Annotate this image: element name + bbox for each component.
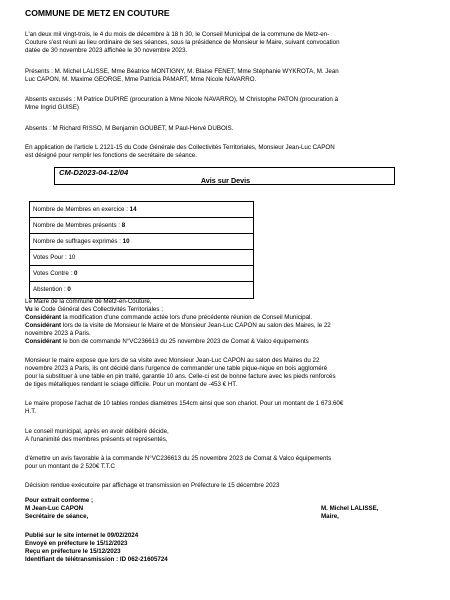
considering-line-2: Considérant lors de la visite de Monsieur le Maire et de Monsieur Jean-Luc CAPON au salon des Maires, le 22 xyxy=(25,322,331,329)
vote-cell xyxy=(30,234,254,250)
absents-line: Absents : M Richard RISSO, M Benjamin GOUBET, M Paul-Hervé DUBOIS. xyxy=(25,125,234,132)
table-row xyxy=(30,234,254,250)
mayor-line: Le Maire de la commune de Metz-en-Couture, xyxy=(25,298,152,305)
expose-line-4: de tiges métalliques rendant le sciage difficile. Pour un montant de -453 € HT. xyxy=(25,381,238,388)
vote-cell xyxy=(30,282,254,298)
table-row xyxy=(30,202,254,218)
vote-label: Votes Pour : xyxy=(33,253,69,261)
table-row xyxy=(30,282,254,298)
presents-line-2: Luc CAPON, M. Maxime GEORGE, Mme Patricia PAMART, Mme Nicole NAVARRO. xyxy=(25,76,257,83)
vote-cell xyxy=(30,218,254,234)
unanimity-line: A l'unanimité des membres présents et représentés, xyxy=(25,436,168,443)
table-row xyxy=(30,266,254,282)
deliberation-header-box xyxy=(54,167,395,185)
deliberation-subject: Avis sur Devis xyxy=(200,176,251,185)
mayor-role: Maire, xyxy=(321,513,339,520)
deliberation-reference: CM-D2023-04-12/04 xyxy=(59,168,129,177)
transmission-id-line: Identifiant de télétransmission : ID 062-21605724 xyxy=(25,556,168,563)
presents-line-1: Présents : M. Michel LALISSE, Mme Béatrice MONTIGNY, M. Blaise FENET, Mme Stéphanie WYKROTA, M. Jean xyxy=(25,68,339,75)
expose-line-2: novembre 2023 à Paris, ils ont décidé dans l'urgence de commander une table pique-nique en bois aggloméré xyxy=(25,365,328,372)
considering-line-2-cont: novembre 2023 à Paris. xyxy=(25,330,91,337)
extract-line: Pour extrait conforme ; xyxy=(25,497,94,504)
enforcement-line: Décision rendue exécutoire par affichage et transmission en Préfecture le 15 décembre 2023 xyxy=(25,482,280,489)
published-line: Publié sur le site internet le 09/02/2024 xyxy=(25,532,139,539)
table-row xyxy=(30,218,254,234)
vote-label: Votes Contre : xyxy=(33,269,74,277)
vote-label: Abstention : xyxy=(33,286,68,294)
expose-line-3: pour la substituer à une table en pin traité, garantie 10 ans. Celle-ci est de bonne facture avec les pieds renforcés xyxy=(25,373,336,380)
secretary-role: Secrétaire de séance, xyxy=(25,513,89,520)
page-title: COMMUNE DE METZ EN COUTURE xyxy=(25,8,170,18)
excused-line-2: Mme Ingrid GUISE) xyxy=(25,104,79,111)
secretary-line-2: est désigné pour remplir les fonctions de secrétaire de séance. xyxy=(25,152,197,159)
vote-cell xyxy=(30,266,254,282)
excused-line-1: Absents excusés : M Patrice DUPIRE (procuration à Mme Nicole NAVARRO), M Christophe PATON (procuration à xyxy=(25,96,339,103)
vote-value: 0 xyxy=(67,286,71,294)
mayor-name: M. Michel LALISSE, xyxy=(321,505,379,512)
intro-line-3: datée de 30 novembre 2023 affichée le 30 novembre 2023. xyxy=(25,47,188,54)
secretary-line-1: En application de l'article L 2121-15 du Code Générale des Collectivités Territoriales, Monsieur Jean-Luc CAPON xyxy=(25,144,335,151)
secretary-name: M Jean-Luc CAPON xyxy=(25,505,84,512)
order-line-1: Le maire propose l'achat de 10 tables rondes diamètres 154cm ainsi que son chariot. Pour un montant de 1 673.60€ xyxy=(25,400,344,407)
votes-table xyxy=(29,201,254,299)
sent-line: Envoyé en préfecture le 15/12/2023 xyxy=(25,540,128,547)
vote-value: 8 xyxy=(121,221,126,229)
vote-label: Nombre de Membres en exercice : xyxy=(33,205,130,213)
expose-line-1: Monsieur le maire expose que lors de sa visite avec Monsieur Jean-Luc CAPON au salon des Maires du 22 xyxy=(25,357,320,364)
table-row xyxy=(30,250,254,266)
vote-value: 10 xyxy=(122,237,130,245)
vote-label: Nombre de suffrages exprimés : xyxy=(33,237,123,245)
vote-label: Nombre de Membres présents : xyxy=(33,221,122,229)
considering-line-1: Considérant la modification d'une commande actée lors d'une précédente réunion de Conseil Municipal. xyxy=(25,314,313,321)
intro-line-2: Couture s'est réuni au lieu ordinaire de ses séances, sous la présidence de Monsieur le Maire, suivant convocation xyxy=(25,39,340,46)
decision-line-1: d'émettre un avis favorable à la commande N°VC236613 du 25 novembre 2023 de Comat & Valco équipements xyxy=(25,455,332,462)
intro-line-1: L'an deux mil vingt-trois, le 4 du mois de décembre à 18 h 30, le Conseil Municipal de la commune de Metz-en- xyxy=(25,31,330,38)
vote-value: 14 xyxy=(129,205,137,213)
vote-cell xyxy=(30,250,254,266)
received-line: Reçu en préfecture le 15/12/2023 xyxy=(25,548,121,555)
vote-value: 0 xyxy=(73,269,78,277)
order-line-2: H.T. xyxy=(25,408,36,415)
council-line: Le conseil municipal, après en avoir délibéré décide, xyxy=(25,428,169,435)
decision-line-2: pour un montant de 2 520€ T.T.C xyxy=(25,463,116,470)
vu-line: Vu le Code Général des Collectivités Territoriales ; xyxy=(25,306,163,313)
vote-value: 10 xyxy=(68,253,76,261)
considering-line-3: Considérant le bon de commande N°VC236613 du 25 novembre 2023 de Comat & Valco équipements xyxy=(25,338,309,345)
vote-cell xyxy=(30,202,254,218)
